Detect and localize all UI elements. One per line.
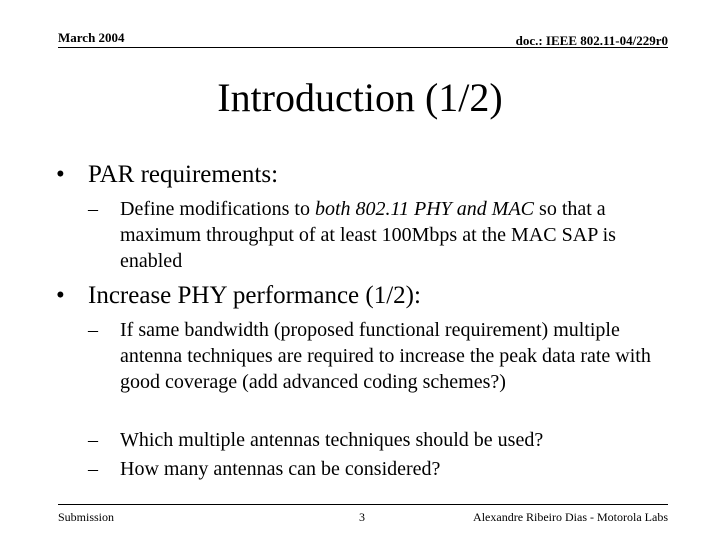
header-date: March 2004 [58, 30, 125, 45]
sub-bullet-same-bandwidth [88, 317, 668, 395]
sub-bullet-text-pre: Define modifications to [120, 198, 315, 220]
sub-bullet-define-modifications [88, 196, 668, 274]
sub-bullet-text [120, 196, 668, 274]
bullet-icon: • [56, 282, 65, 309]
sub-bullet-text-emphasis: both 802.11 PHY and MAC [314, 198, 535, 220]
sub-bullet-text-post: so that a maximum throughput of at least 100Mbps at the MAC SAP is enabled [120, 198, 616, 272]
header-divider [58, 47, 668, 48]
bullet-increase-phy-performance [56, 281, 421, 311]
dash-icon: – [88, 429, 98, 451]
footer-divider [58, 504, 668, 505]
dash-icon: – [88, 198, 98, 220]
sub-bullet-text: How many antennas can be considered? [120, 458, 441, 480]
bullet-icon: • [56, 161, 65, 188]
sub-bullet-text: Which multiple antennas techniques should be used? [120, 429, 544, 451]
dash-icon: – [88, 458, 98, 480]
sub-bullet-which-techniques [88, 427, 668, 453]
header-doc-id: doc.: IEEE 802.11-04/229r0 [515, 33, 668, 48]
dash-icon: – [88, 319, 98, 341]
sub-bullet-how-many-antennas [88, 456, 668, 482]
slide-title: Introduction (1/2) [217, 75, 503, 120]
footer-page-number: 3 [359, 510, 365, 524]
footer-author: Alexandre Ribeiro Dias - Motorola Labs [473, 510, 668, 524]
footer-submission: Submission [58, 510, 115, 524]
bullet-par-requirements [56, 160, 278, 190]
bullet-text: Increase PHY performance (1/2): [88, 282, 421, 309]
bullet-text: PAR requirements: [88, 161, 279, 188]
sub-bullet-text: If same bandwidth (proposed functional requirement) multiple antenna techniques are required to increase the peak data rate with good coverage (add advanced coding schemes?) [120, 319, 651, 393]
